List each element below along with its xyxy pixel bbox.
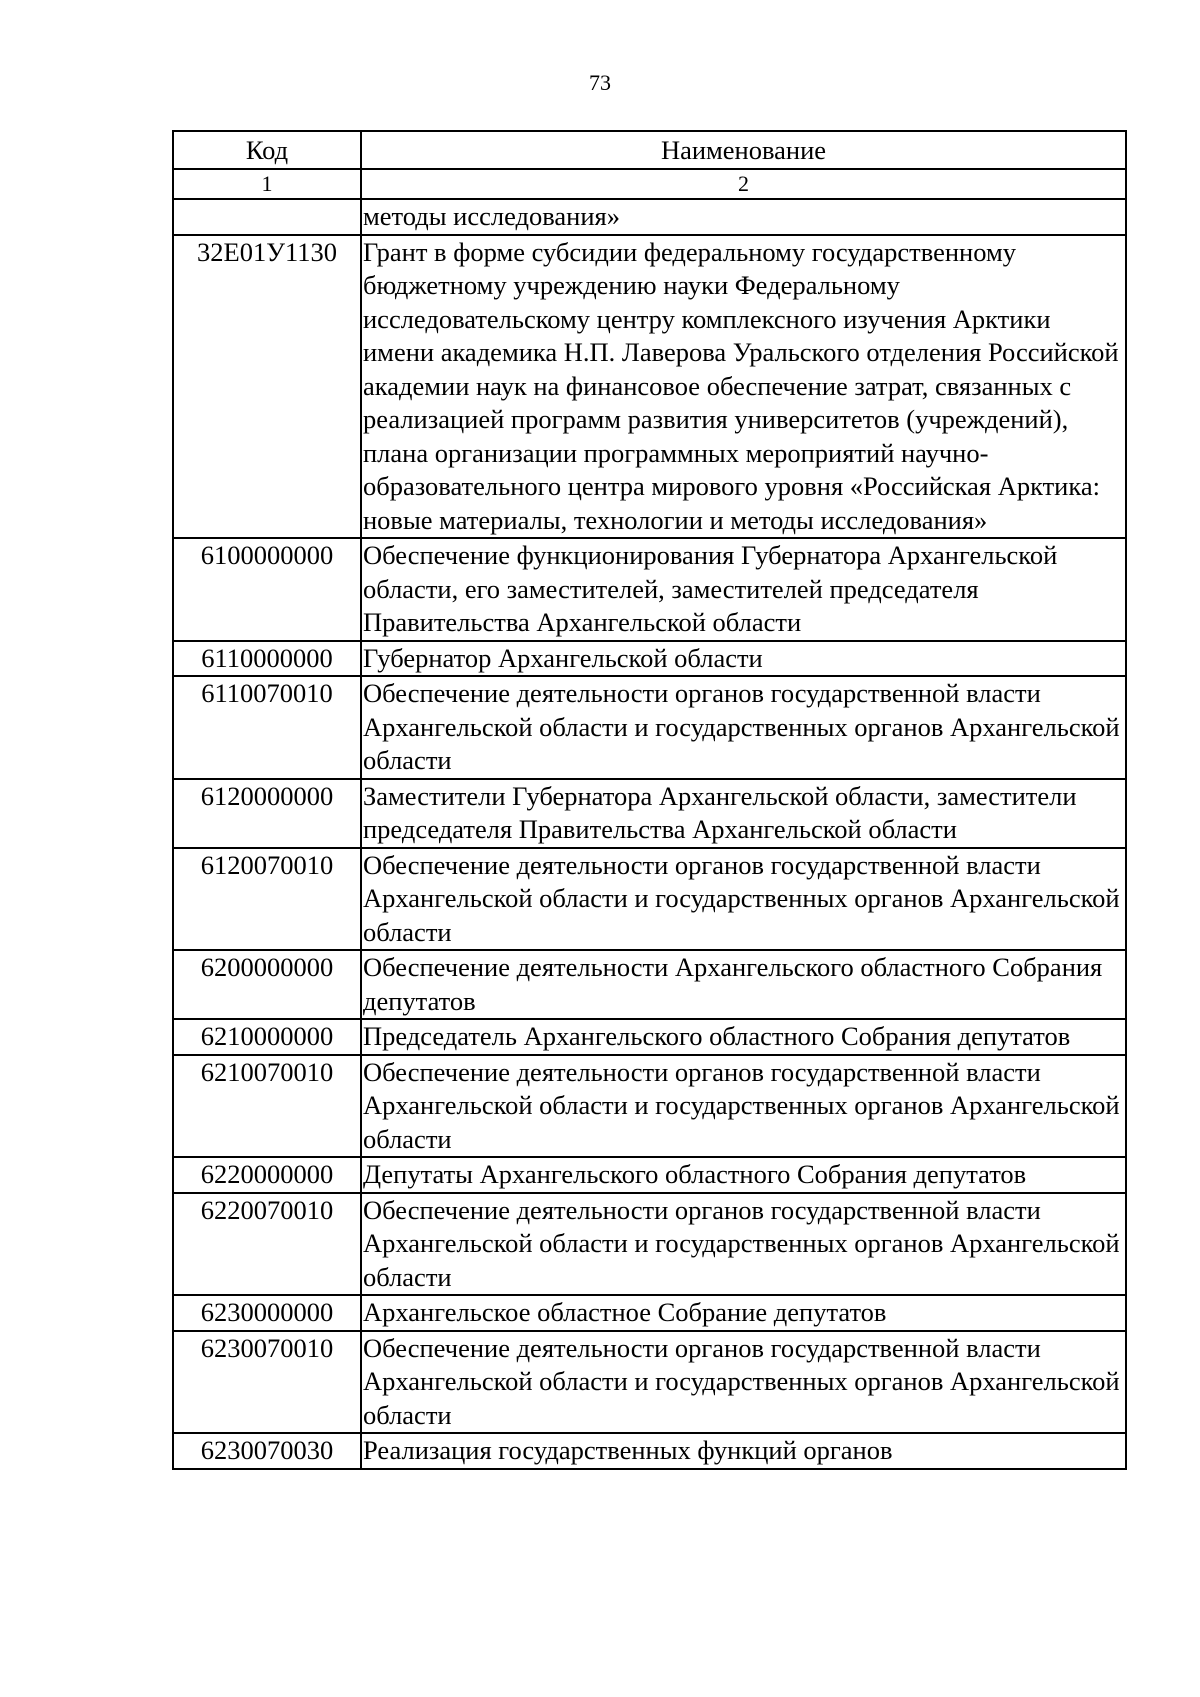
table-row [173,538,1126,641]
row-code: 6230070030 [173,1433,361,1469]
column-number-name: 2 [361,169,1126,199]
table-header-row [173,131,1126,169]
row-name: Обеспечение деятельности органов государственной власти Архангельской области и государственных органов Архангельской области [361,1193,1126,1296]
table-row [173,779,1126,848]
row-name: Обеспечение деятельности органов государственной власти Архангельской области и государственных органов Архангельской области [361,676,1126,779]
column-number-row [173,169,1126,199]
row-code: 6230000000 [173,1295,361,1331]
row-code: 32Е01У1130 [173,235,361,539]
row-code: 6110070010 [173,676,361,779]
table-row [173,1019,1126,1055]
table-row [173,1055,1126,1158]
row-code [173,199,361,235]
row-name: Депутаты Архангельского областного Собрания депутатов [361,1157,1126,1193]
row-name: методы исследования» [361,199,1126,235]
row-code: 6210000000 [173,1019,361,1055]
table-row [173,676,1126,779]
table-row [173,1433,1126,1469]
row-code: 6110000000 [173,641,361,677]
table-row [173,848,1126,951]
row-code: 6220070010 [173,1193,361,1296]
table-row [173,641,1126,677]
row-name: Архангельское областное Собрание депутатов [361,1295,1126,1331]
row-code: 6210070010 [173,1055,361,1158]
row-code: 6100000000 [173,538,361,641]
row-code: 6220000000 [173,1157,361,1193]
page-number: 73 [589,70,611,95]
row-name: Реализация государственных функций органов [361,1433,1126,1469]
row-name: Обеспечение функционирования Губернатора Архангельской области, его заместителей, заместителей председателя Правительства Архангельской области [361,538,1126,641]
column-number-code: 1 [173,169,361,199]
row-code: 6120000000 [173,779,361,848]
row-code: 6120070010 [173,848,361,951]
row-code: 6200000000 [173,950,361,1019]
table-row [173,235,1126,539]
table-row [173,1157,1126,1193]
table-row [173,1193,1126,1296]
table-row [173,1295,1126,1331]
table-row [173,1331,1126,1434]
table-row [173,199,1126,235]
row-name: Председатель Архангельского областного Собрания депутатов [361,1019,1126,1055]
row-name: Обеспечение деятельности органов государственной власти Архангельской области и государственных органов Архангельской области [361,1055,1126,1158]
column-header-name: Наименование [361,131,1126,169]
row-name: Обеспечение деятельности органов государственной власти Архангельской области и государственных органов Архангельской области [361,1331,1126,1434]
column-header-code: Код [173,131,361,169]
row-name: Обеспечение деятельности органов государственной власти Архангельской области и государственных органов Архангельской области [361,848,1126,951]
classifier-table [172,130,1127,1470]
row-name: Обеспечение деятельности Архангельского областного Собрания депутатов [361,950,1126,1019]
row-name: Грант в форме субсидии федеральному государственному бюджетному учреждению науки Федеральному исследовательскому центру комплексного изучения Арктики имени академика Н.П. Лаверова Уральского отделения Российской академии наук на финансовое обеспечение затрат, связанных с реализацией программ развития университетов (учреждений), плана организации программных мероприятий научно-образовательного центра мирового уровня «Российская Арктика: новые материалы, технологии и методы исследования» [361,235,1126,539]
row-name: Губернатор Архангельской области [361,641,1126,677]
row-code: 6230070010 [173,1331,361,1434]
row-name: Заместители Губернатора Архангельской области, заместители председателя Правительства Архангельской области [361,779,1126,848]
table-row [173,950,1126,1019]
